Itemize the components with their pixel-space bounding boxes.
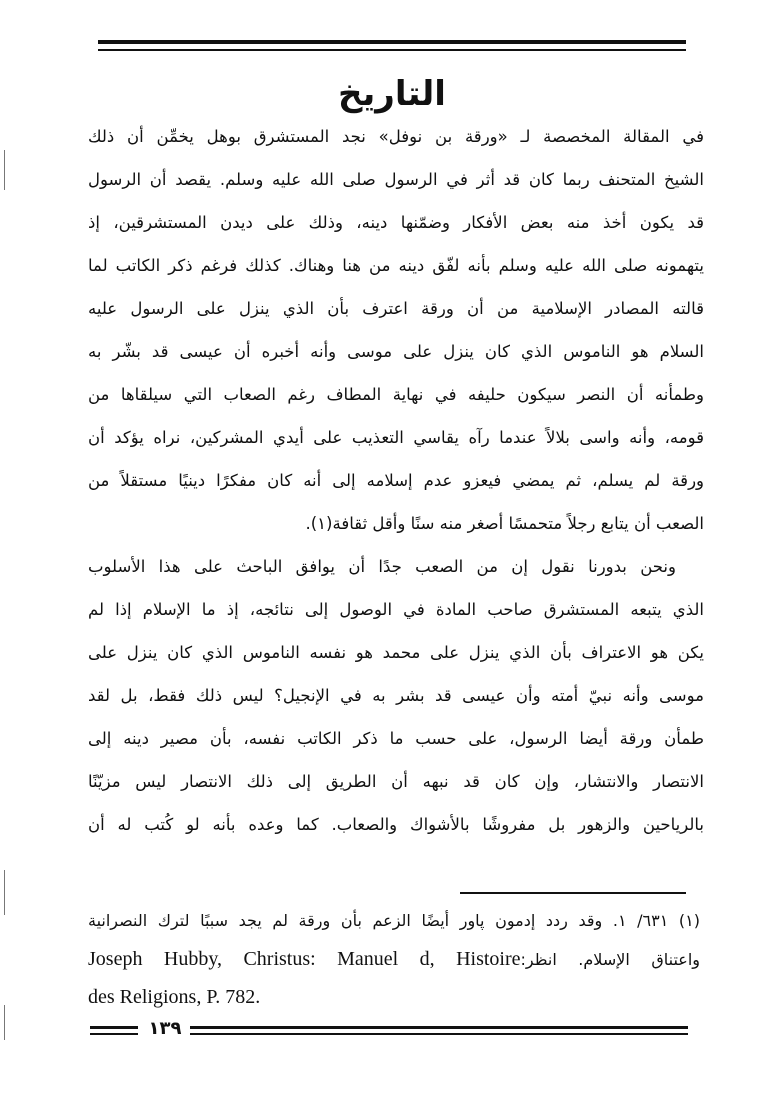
text-line: وطمأنه أن النصر سيكون حليفه في نهاية المطاف رغم الصعاب التي سيلقاها من xyxy=(88,385,704,404)
text-line: قومه، وأنه واسى بلالاً عندما رآه يقاسي التعذيب على أيدي المشركين، نراه يؤكد أن xyxy=(88,428,704,447)
scan-edge-mark xyxy=(4,150,5,190)
page-title: التاريخ xyxy=(338,74,446,114)
text-line: الانتصار والانتشار، وإن كان قد نبهه أن الطريق إلى ذلك الانتصار ليس مزيّنًا xyxy=(88,772,704,791)
footnote-arabic-text: واعتناق الإسلام. انظر: xyxy=(520,950,700,969)
footer-rule-right-secondary xyxy=(190,1033,688,1035)
top-rule xyxy=(98,40,686,44)
text-line: قد يكون أخذ منه بعض الأفكار وضمّنها دينه، وذلك على ديدن المستشرقين، إذ xyxy=(88,213,704,232)
text-line: في المقالة المخصصة لـ «ورقة بن نوفل» نجد المستشرق بوهل يخمِّن أن ذلك xyxy=(88,127,704,146)
footnote xyxy=(88,902,700,1016)
footnote-citation-cont: des Religions, P. 782. xyxy=(88,986,261,1008)
text-line: بالرياحين والزهور بل مفروشًا بالأشواك والصعاب. كما وعده بأنه لو كُتب له أن xyxy=(88,815,704,834)
footnote-line xyxy=(88,940,700,978)
text-line: يكن هو الاعتراف بأن الذي ينزل على محمد هو نفسه الناموس الذي كان ينزل على xyxy=(88,643,704,662)
text-line: الذي يتبعه المستشرق صاحب المادة في الوصول إلى نتائجه، إذ ما الإسلام إذا لم xyxy=(88,600,704,619)
page-number: ١٣٩ xyxy=(148,1018,182,1039)
footnote-line: (١) ٦٣١/ ١. وقد ردد إدمون پاور أيضًا الزعم بأن ورقة لم يجد سببًا لترك النصرانية xyxy=(88,911,700,930)
footer-rule-right xyxy=(190,1026,688,1029)
footer-rule-left-secondary xyxy=(90,1033,138,1035)
scan-edge-mark xyxy=(4,1005,5,1040)
text-line: الشيخ المتحنف ربما كان قد أثر في الرسول صلى الله عليه وسلم. يقصد أن الرسول xyxy=(88,170,704,189)
footnote-citation: Joseph Hubby, Christus: Manuel d, Histoire xyxy=(88,948,521,970)
footnote-line xyxy=(88,978,700,1016)
scan-edge-mark xyxy=(4,870,5,915)
text-line: موسى وأنه نبيّ أمته وأن عيسى قد بشر به في الإنجيل؟ ليس ذلك فقط، بل لقد xyxy=(88,686,704,705)
text-line: الصعب أن يتابع رجلاً متحمسًا أصغر منه سنًا وأقل ثقافة(١). xyxy=(305,514,704,533)
text-line: ونحن بدورنا نقول إن من الصعب جدًا أن يوافق الباحث على هذا الأسلوب xyxy=(88,557,676,576)
text-line: يتهمونه صلى الله عليه وسلم بأنه لفّق دينه من هنا وهناك. كذلك فرغم ذكر الكاتب لما xyxy=(88,256,704,275)
footnote-separator xyxy=(460,892,686,894)
text-line: قالته المصادر الإسلامية من أن ورقة اعترف بأن الذي ينزل على الرسول عليه xyxy=(88,299,704,318)
text-line: السلام هو الناموس الذي كان ينزل على موسى وأنه أخبره أن عيسى قد بشّر به xyxy=(88,342,704,361)
body-text xyxy=(88,115,704,846)
text-line: ورقة لم يسلم، ثم يمضي فيعزو عدم إسلامه إلى أنه كان مفكرًا دينيًا مستقلاً من xyxy=(88,471,704,490)
text-line: طمأن ورقة أيضا الرسول، على حسب ما ذكر الكاتب نفسه، بأن مصير دينه إلى xyxy=(88,729,704,748)
top-rule-secondary xyxy=(98,49,686,51)
footer-rule-left xyxy=(90,1026,138,1029)
